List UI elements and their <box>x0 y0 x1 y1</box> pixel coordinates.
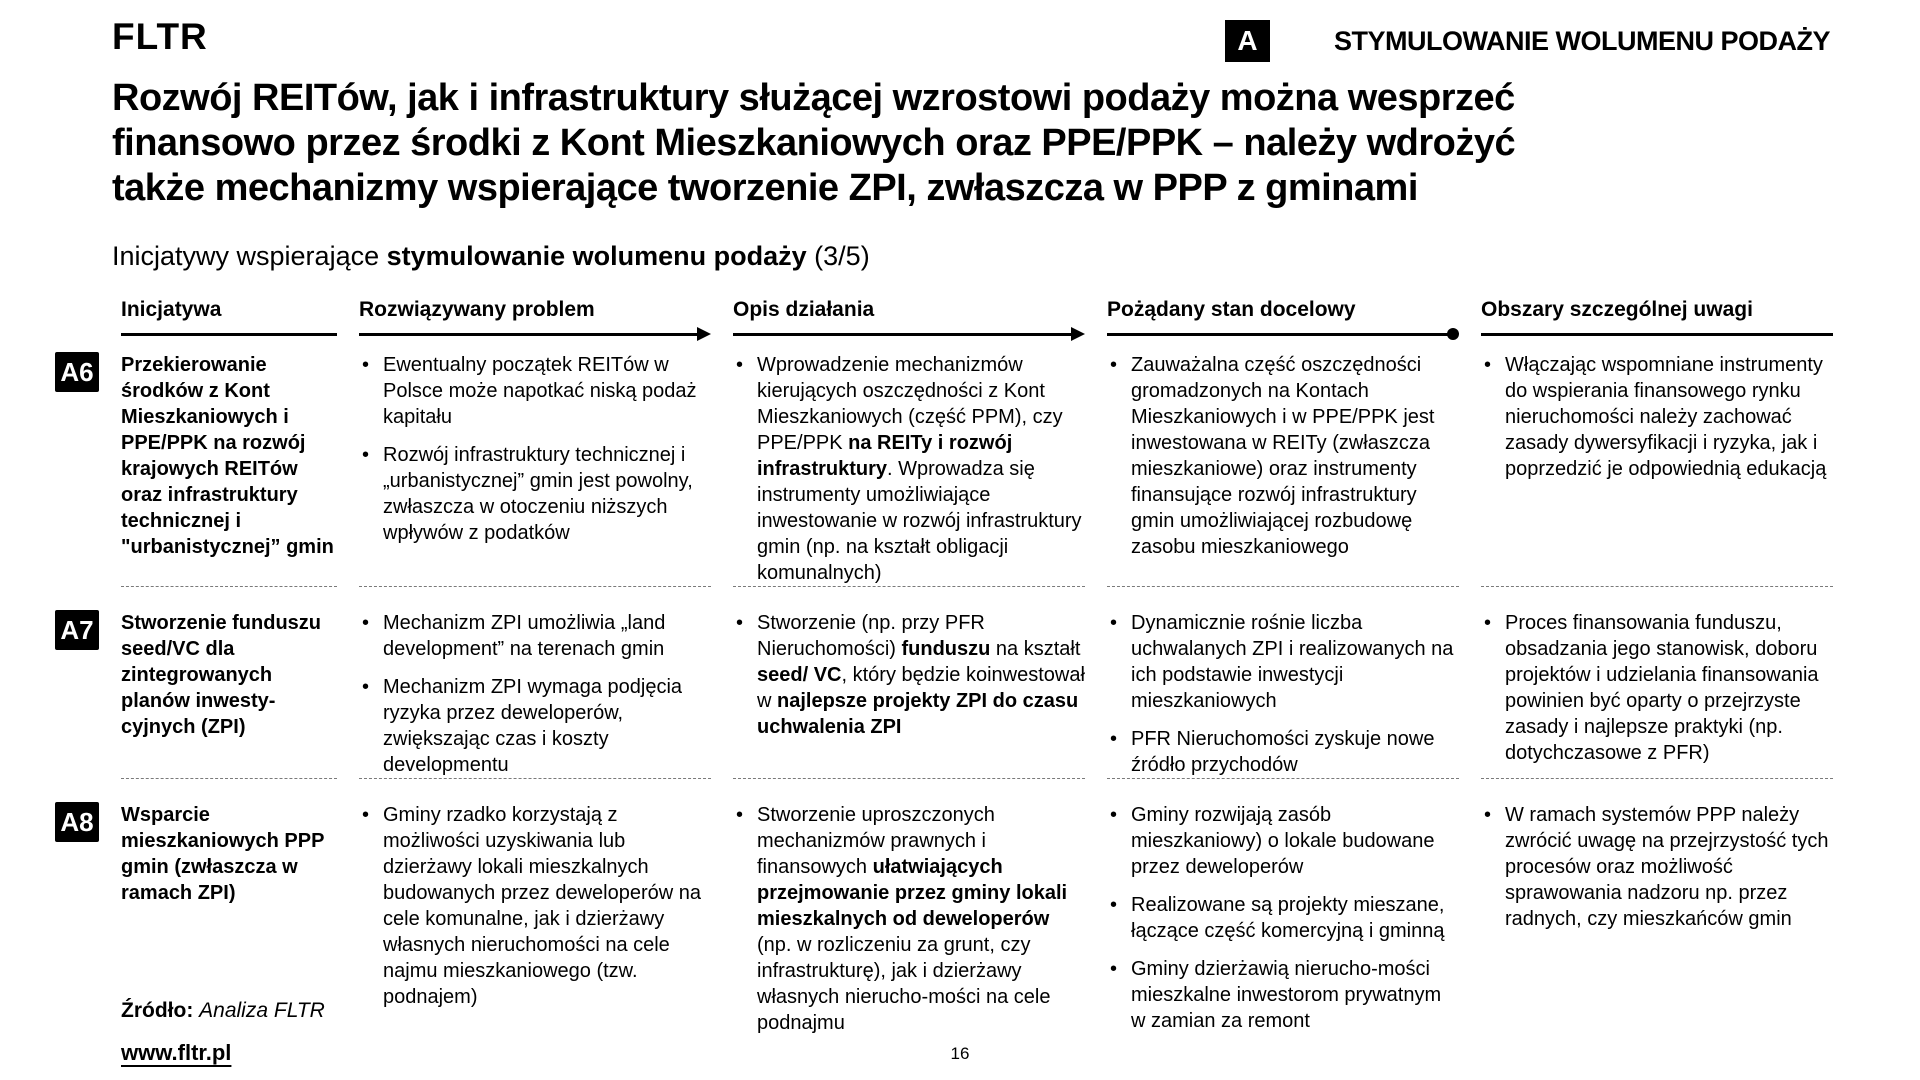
column-header-label: Pożądany stan docelowy <box>1107 298 1356 321</box>
column-header-label: Obszary szczególnej uwagi <box>1481 298 1753 321</box>
header-spacer <box>55 296 99 341</box>
source-value: Analiza FLTR <box>199 999 325 1022</box>
bullet-item: • Gminy rzadko korzystają z możliwości uzyskiwania lub dzierżawy lokali mieszkalnych budowanych przez deweloperów na cele komunalne, jak i dzierżawy własnych nieruchomości na cele najmu mieszkaniowego (tzw. podnajem) <box>359 802 711 1010</box>
section-tag <box>1225 20 1830 62</box>
subtitle <box>112 241 1920 272</box>
column-header-problem <box>359 296 711 341</box>
column-header-label: Inicjatywa <box>121 298 222 321</box>
focus-cell <box>1481 610 1833 779</box>
column-header-obszary <box>1481 296 1833 341</box>
header-rule-arrow <box>359 327 711 341</box>
section-title: STYMULOWANIE WOLUMENU PODAŻY <box>1334 25 1830 56</box>
source-label: Źródło: <box>121 999 194 1022</box>
row-badge-cell <box>55 610 99 779</box>
column-header-inicjatywa <box>121 296 337 341</box>
bullet-item: • Wprowadzenie mechanizmów kierujących oszczędności z Kont Mieszkaniowych (część PPM), czy PPE/PPK na REITy i rozwój infrastruktury. Wprowadza się instrumenty umożliwiające inwestowanie w rozwój infrastruktury gmin (np. na kształt obligacji komunalnych) <box>733 352 1085 586</box>
bullet-item: • Stworzenie (np. przy PFR Nieruchomości) funduszu na kształt seed/ VC, który będzie koinwestował w najlepsze projekty ZPI do czasu uchwalenia ZPI <box>733 610 1085 740</box>
bullet-item: • Stworzenie uproszczonych mechanizmów prawnych i finansowych ułatwiających przejmowanie przez gminy lokali mieszkalnych od deweloperów (np. w rozliczeniu za grunt, czy infrastrukturę), jak i dzierżawy własnych nierucho-mości na cele podnajmu <box>733 802 1085 1036</box>
bullet-item: • Gminy dzierżawią nierucho-mości mieszkalne inwestorom prywatnym w zamian za remont <box>1107 956 1459 1034</box>
initiative-cell: Stworzenie funduszu seed/VC dla zintegrowanych planów inwesty-cyjnych (ZPI) <box>121 610 337 779</box>
initiative-badge: A7 <box>55 610 99 650</box>
problem-cell <box>359 352 711 587</box>
initiative-badge: A8 <box>55 802 99 842</box>
bullet-item: • Gminy rozwijają zasób mieszkaniowy) o lokale budowane przez deweloperów <box>1107 802 1459 880</box>
arrow-right-icon <box>1071 327 1085 341</box>
focus-cell <box>1481 352 1833 587</box>
bullet-item: • Ewentualny początek REITów w Polsce może napotkać niską podaż kapitału <box>359 352 711 430</box>
initiative-badge: A6 <box>55 352 99 392</box>
arrow-right-icon <box>697 327 711 341</box>
row-badge-cell <box>55 802 99 1067</box>
problem-cell <box>359 610 711 779</box>
target-cell <box>1107 352 1459 587</box>
top-bar <box>0 0 1920 62</box>
table-header-row <box>55 296 1920 341</box>
initiative-cell <box>121 802 337 1067</box>
page-title-line-1: Rozwój REITów, jak i infrastruktury służącej wzrostowi podaży można wesprzeć <box>112 77 1515 119</box>
bullet-item: • Mechanizm ZPI wymaga podjęcia ryzyka przez deweloperów, zwiększając czas i koszty developmentu <box>359 674 711 778</box>
column-header-stan <box>1107 296 1459 341</box>
page-title <box>112 76 1880 211</box>
page-title-line-2: finansowo przez środki z Kont Mieszkaniowych oraz PPE/PPK – należy wdrożyć <box>112 122 1516 164</box>
header-rule-dot <box>1107 327 1459 341</box>
bullet-item: • Włączając wspomniane instrumenty do wspierania finansowego rynku nieruchomości należy zachować zasady dywersyfikacji i ryzyka, jak i poprzedzić je odpowiednią edukacją <box>1481 352 1833 482</box>
action-cell <box>733 610 1085 779</box>
header-rule-plain <box>121 327 337 341</box>
bullet-item: • Proces finansowania funduszu, obsadzania jego stanowisk, doboru projektów i udzielania finansowania powinien być oparty o przejrzyste zasady i najlepsze praktyki (np. dotychczasowe z PFR) <box>1481 610 1833 766</box>
action-cell <box>733 802 1085 1067</box>
bullet-item: • W ramach systemów PPP należy zwrócić uwagę na przejrzystość tych procesów oraz możliwość sprawowania nadzoru np. przez radnych, czy mieszkańców gmin <box>1481 802 1833 932</box>
initiative-cell: Przekierowanie środków z Kont Mieszkaniowych i PPE/PPK na rozwój krajowych REITów oraz infrastruktury technicznej i "urbanistycznej” gmin <box>121 352 337 587</box>
table-row-a6 <box>55 341 1920 599</box>
column-header-label: Rozwiązywany problem <box>359 298 595 321</box>
bullet-item: • Dynamicznie rośnie liczba uchwalanych ZPI i realizowanych na ich podstawie inwestycji mieszkaniowych <box>1107 610 1459 714</box>
target-cell <box>1107 610 1459 779</box>
bullet-item: • Zauważalna część oszczędności gromadzonych na Kontach Mieszkaniowych i w PPE/PPK jest inwestowana w REITy (zwłaszcza mieszkaniowe) oraz instrumenty finansujące rozwój infrastruktury gmin umożliwiającej rozbudowę zasobu mieszkaniowego <box>1107 352 1459 560</box>
subtitle-bold: stymulowanie wolumenu podaży <box>386 241 807 271</box>
bullet-item: • Rozwój infrastruktury technicznej i „urbanistycznej” gmin jest powolny, zwłaszcza w otoczeniu niższych wpływów z podatków <box>359 442 711 546</box>
action-cell <box>733 352 1085 587</box>
column-header-label: Opis działania <box>733 298 875 321</box>
header-rule-arrow <box>733 327 1085 341</box>
target-cell <box>1107 802 1459 1067</box>
bullet-item: • Realizowane są projekty mieszane, łączące część komercyjną i gminną <box>1107 892 1459 944</box>
initiative-text: Wsparcie mieszkaniowych PPP gmin (zwłaszcza w ramach ZPI) <box>121 804 325 904</box>
bullet-item: • PFR Nieruchomości zyskuje nowe źródło przychodów <box>1107 726 1459 778</box>
source-link[interactable]: www.fltr.pl <box>121 1040 232 1065</box>
page-title-line-3: także mechanizmy wspierające tworzenie ZPI, zwłaszcza w PPP z gminami <box>112 167 1418 209</box>
section-letter: A <box>1237 25 1258 56</box>
page-number: 16 <box>950 1044 970 1063</box>
subtitle-suffix: (3/5) <box>806 241 870 271</box>
initiatives-table <box>55 296 1920 1079</box>
table-row-a7 <box>55 599 1920 791</box>
subtitle-prefix: Inicjatywy wspierające <box>112 241 387 271</box>
problem-cell <box>359 802 711 1067</box>
header-rule-plain <box>1481 327 1833 341</box>
section-letter-badge <box>1225 20 1270 62</box>
row-badge-cell <box>55 352 99 587</box>
end-dot-icon <box>1447 328 1459 340</box>
fltr-logo: FLTR <box>112 16 208 57</box>
column-header-opis <box>733 296 1085 341</box>
focus-cell <box>1481 802 1833 1067</box>
table-row-a8 <box>55 791 1920 1079</box>
bullet-item: • Mechanizm ZPI umożliwia „land development” na terenach gmin <box>359 610 711 662</box>
